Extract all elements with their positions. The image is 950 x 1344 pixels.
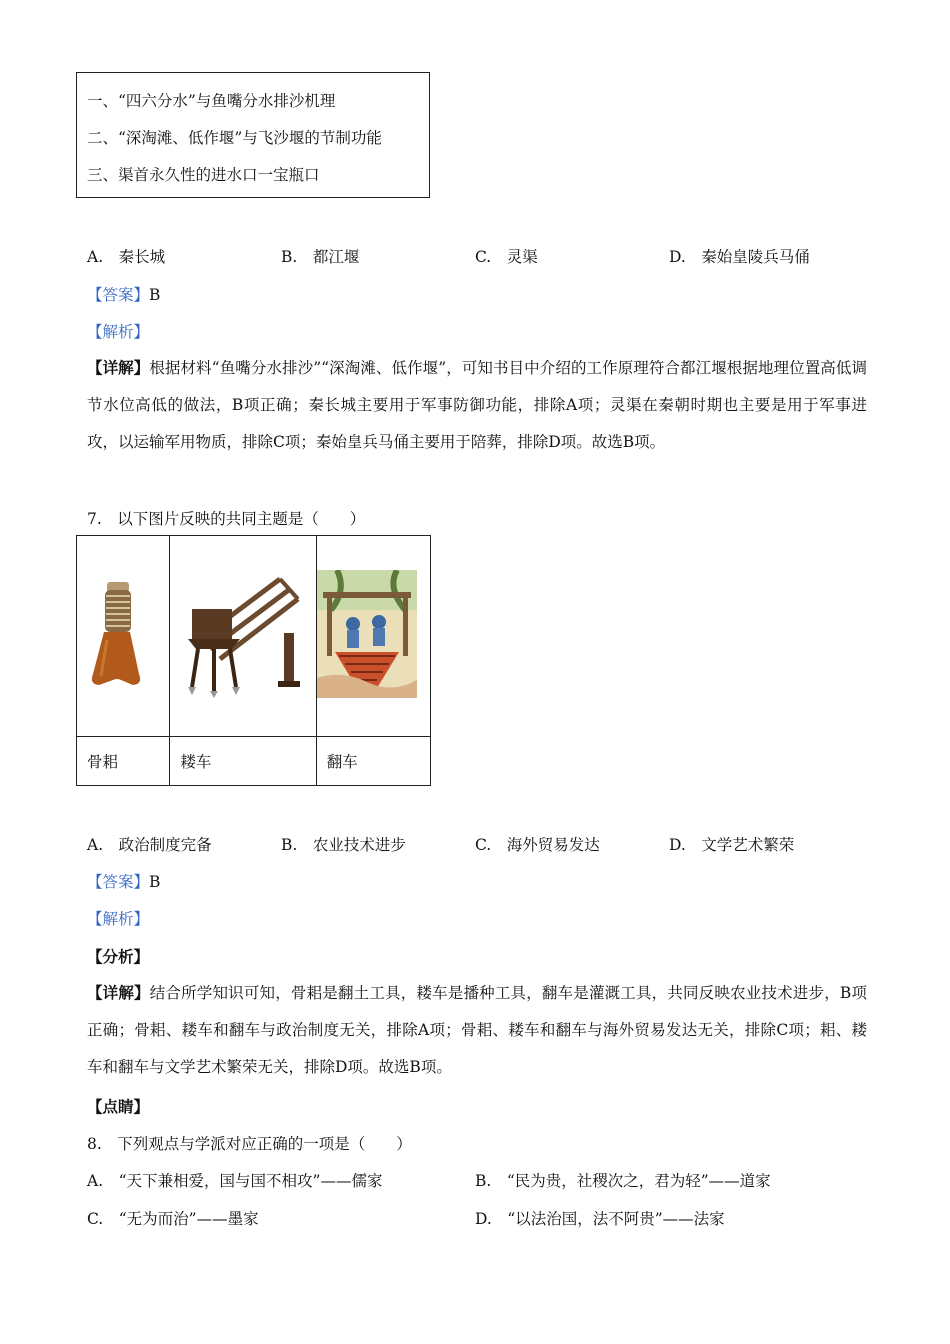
q6-detail [87, 349, 867, 461]
q6-option-a: A. 秦长城 [87, 248, 166, 266]
caption-louche: 耧车 [170, 737, 316, 786]
q8-option-d: D. “以法治国，法不阿贵”——法家 [475, 1210, 725, 1228]
answer-tag: 【答案】 [87, 286, 150, 304]
q7-fenxi-tag: 【分析】 [87, 947, 150, 966]
q6-option-b: B. 都江堰 [281, 248, 360, 266]
image-cell-gusi [77, 536, 170, 737]
q8-option-a: A. “天下兼相爱，国与国不相攻”——儒家 [87, 1172, 383, 1190]
q7-answer [87, 870, 160, 892]
detail-text: 根据材料“鱼嘴分水排沙”“深淘滩、低作堰”，可知书目中介绍的工作原理符合都江堰根据地理位置高低调节水位高低的做法，B项正确；秦长城主要用于军事防御功能，排除A项；灵渠在秦朝时期也主要是用于军事进攻，以运输军用物质，排除C项；秦始皇兵马俑主要用于陪葬，排除D项。故选B项。 [87, 359, 867, 451]
q7-option-b: B. 农业技术进步 [281, 836, 406, 854]
image-cell-fanche [316, 536, 430, 737]
q7-image-table [76, 535, 431, 786]
q8-question: 8. 下列观点与学派对应正确的一项是（ ） [87, 1135, 412, 1153]
q6-option-c: C. 灵渠 [475, 248, 538, 266]
q6-answer [87, 283, 160, 305]
detail-tag: 【详解】 [87, 358, 150, 377]
q7-option-c: C. 海外贸易发达 [475, 836, 600, 854]
answer-tag: 【答案】 [87, 873, 150, 891]
q7-dianjing-tag: 【点睛】 [87, 1097, 150, 1116]
q8-option-c: C. “无为而治”——墨家 [87, 1210, 259, 1228]
q7-question: 7. 以下图片反映的共同主题是（ ） [87, 510, 366, 528]
answer-value: B [149, 873, 161, 891]
q7-detail [87, 974, 867, 1086]
q7-option-d: D. 文学艺术繁荣 [669, 836, 795, 854]
q7-analysis-tag: 【解析】 [87, 910, 150, 928]
image-cell-louche [170, 536, 316, 737]
q8-option-b: B. “民为贵，社稷次之，君为轻”——道家 [475, 1172, 771, 1190]
material-line-2: 二、“深淘滩、低作堰”与飞沙堰的节制功能 [87, 129, 382, 147]
seed-drill-image [170, 569, 305, 699]
caption-gusi: 骨耜 [77, 737, 170, 786]
bone-spade-image [77, 574, 157, 694]
q6-option-d: D. 秦始皇陵兵马俑 [669, 248, 810, 266]
material-box [76, 72, 430, 198]
water-wheel-image [317, 570, 417, 698]
material-line-1: 一、“四六分水”与鱼嘴分水排沙机理 [87, 92, 336, 110]
answer-value: B [149, 286, 161, 304]
material-line-3: 三、渠首永久性的进水口一宝瓶口 [87, 166, 320, 184]
caption-fanche: 翻车 [316, 737, 430, 786]
q7-option-a: A. 政治制度完备 [87, 836, 212, 854]
q6-analysis-tag: 【解析】 [87, 323, 150, 341]
detail-text: 结合所学知识可知，骨耜是翻土工具，耧车是播种工具，翻车是灌溉工具，共同反映农业技术进步，B项正确；骨耜、耧车和翻车与政治制度无关，排除A项；骨耜、耧车和翻车与海外贸易发达无关，排除C项；耜、耧车和翻车与文学艺术繁荣无关，排除D项。故选B项。 [87, 984, 867, 1076]
detail-tag: 【详解】 [87, 983, 150, 1002]
